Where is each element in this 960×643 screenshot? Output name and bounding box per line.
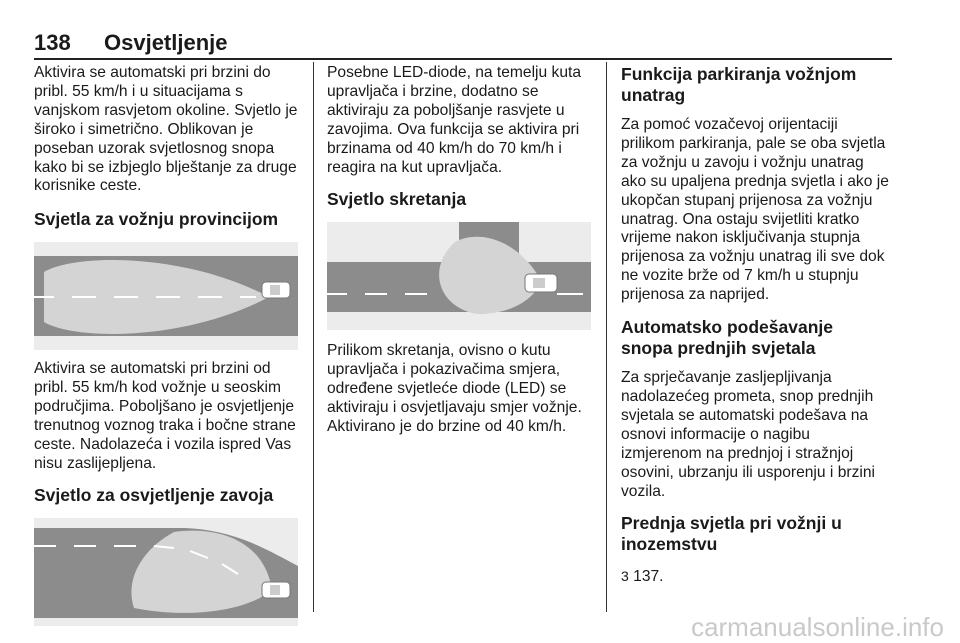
paragraph-curve-led: Posebne LED-diode, na temelju kuta upravljača i brzine, dodatno se aktiviraju za poboljšanje rasvjete u zavojima. Ova funkcija se aktivira pri brzinama od 40 km/h do 70 km/h i reagira na kut upravljača. (327, 64, 581, 176)
heading-parking-reverse: Funkcija parkiranja vožnjom unatrag (621, 64, 857, 105)
column-divider-2 (606, 62, 607, 612)
paragraph-turn-light: Prilikom skretanja, ovisno o kutu upravljača i pokazivačima smjera, određene svjetleće diode (LED) se aktiviraju i osvjetljavaju smjer vožnje. Aktivirano je do brzine od 40 km/h. (327, 342, 582, 436)
turn-light-illustration (327, 222, 591, 330)
heading-headlight-leveling: Automatsko podešavanje snopa prednjih svjetala (621, 317, 833, 359)
paragraph-town-light: Aktivira se automatski pri brzini do pribl. 55 km/h i u situacijama s vanjskom rasvjetom okoline. Svjetlo je široko i simetrično. Oblikovan je poseban uzorak svjetlosnog snopa kako bi se izbjeglo blještanje za druge korisnike ceste. (34, 64, 298, 195)
column-1 (34, 64, 302, 626)
heading-curve-light: Svjetlo za osvjetljenje zavoja (34, 484, 274, 505)
column-2 (327, 64, 593, 437)
heading-driving-abroad: Prednja svjetla pri vožnji u inozemstvu (621, 513, 842, 555)
page-title: Osvjetljenje (104, 30, 228, 55)
country-light-illustration (34, 242, 298, 350)
header-rule (34, 58, 892, 60)
paragraph-country-light: Aktivira se automatski pri brzini od pribl. 55 km/h kod vožnje u seoskim područjima. Poboljšano je osvjetljenje trenutnog voznog traka i bočne strane ceste. Nadolazeća i vozila ispred Vas nisu zaslijepljena. (34, 360, 296, 472)
heading-country-light: Svjetla za vožnju provincijom (34, 209, 279, 230)
curve-light-illustration (34, 518, 298, 626)
cross-reference (621, 567, 889, 587)
arrow-icon: 3 (621, 568, 629, 585)
paragraph-parking-reverse: Za pomoć vozačevoj orijentaciji prilikom parkiranja, pale se oba svjetla za vožnju u zavoju i vožnju unatrag ako su upaljena prednja svjetla i ako je ukopčan stupanj prijenosa za vožnju unatrag. Ona ostaju svijetliti kratko vrijeme nakon isključivanja stupnja prijenosa za vožnju unatrag ili sve dok ne vozite brže od 7 km/h u stupnju prijenosa za naprijed. (621, 116, 889, 304)
watermark: carmanualsonline.info (691, 612, 944, 642)
column-3 (621, 64, 889, 587)
page-number: 138 (34, 30, 71, 55)
heading-turn-light: Svjetlo skretanja (327, 189, 467, 210)
paragraph-headlight-leveling: Za sprječavanje zasljepljivanja nadolazećeg prometa, snop prednjih svjetala se automatski podešava na osnovi informacije o nagibu izmjerenom na prednjoj i stražnjoj osovini, ubrzanju ili usporenju i brzini vozila. (621, 369, 875, 500)
cross-reference-page[interactable]: 137. (633, 568, 664, 586)
column-divider-1 (313, 62, 314, 612)
